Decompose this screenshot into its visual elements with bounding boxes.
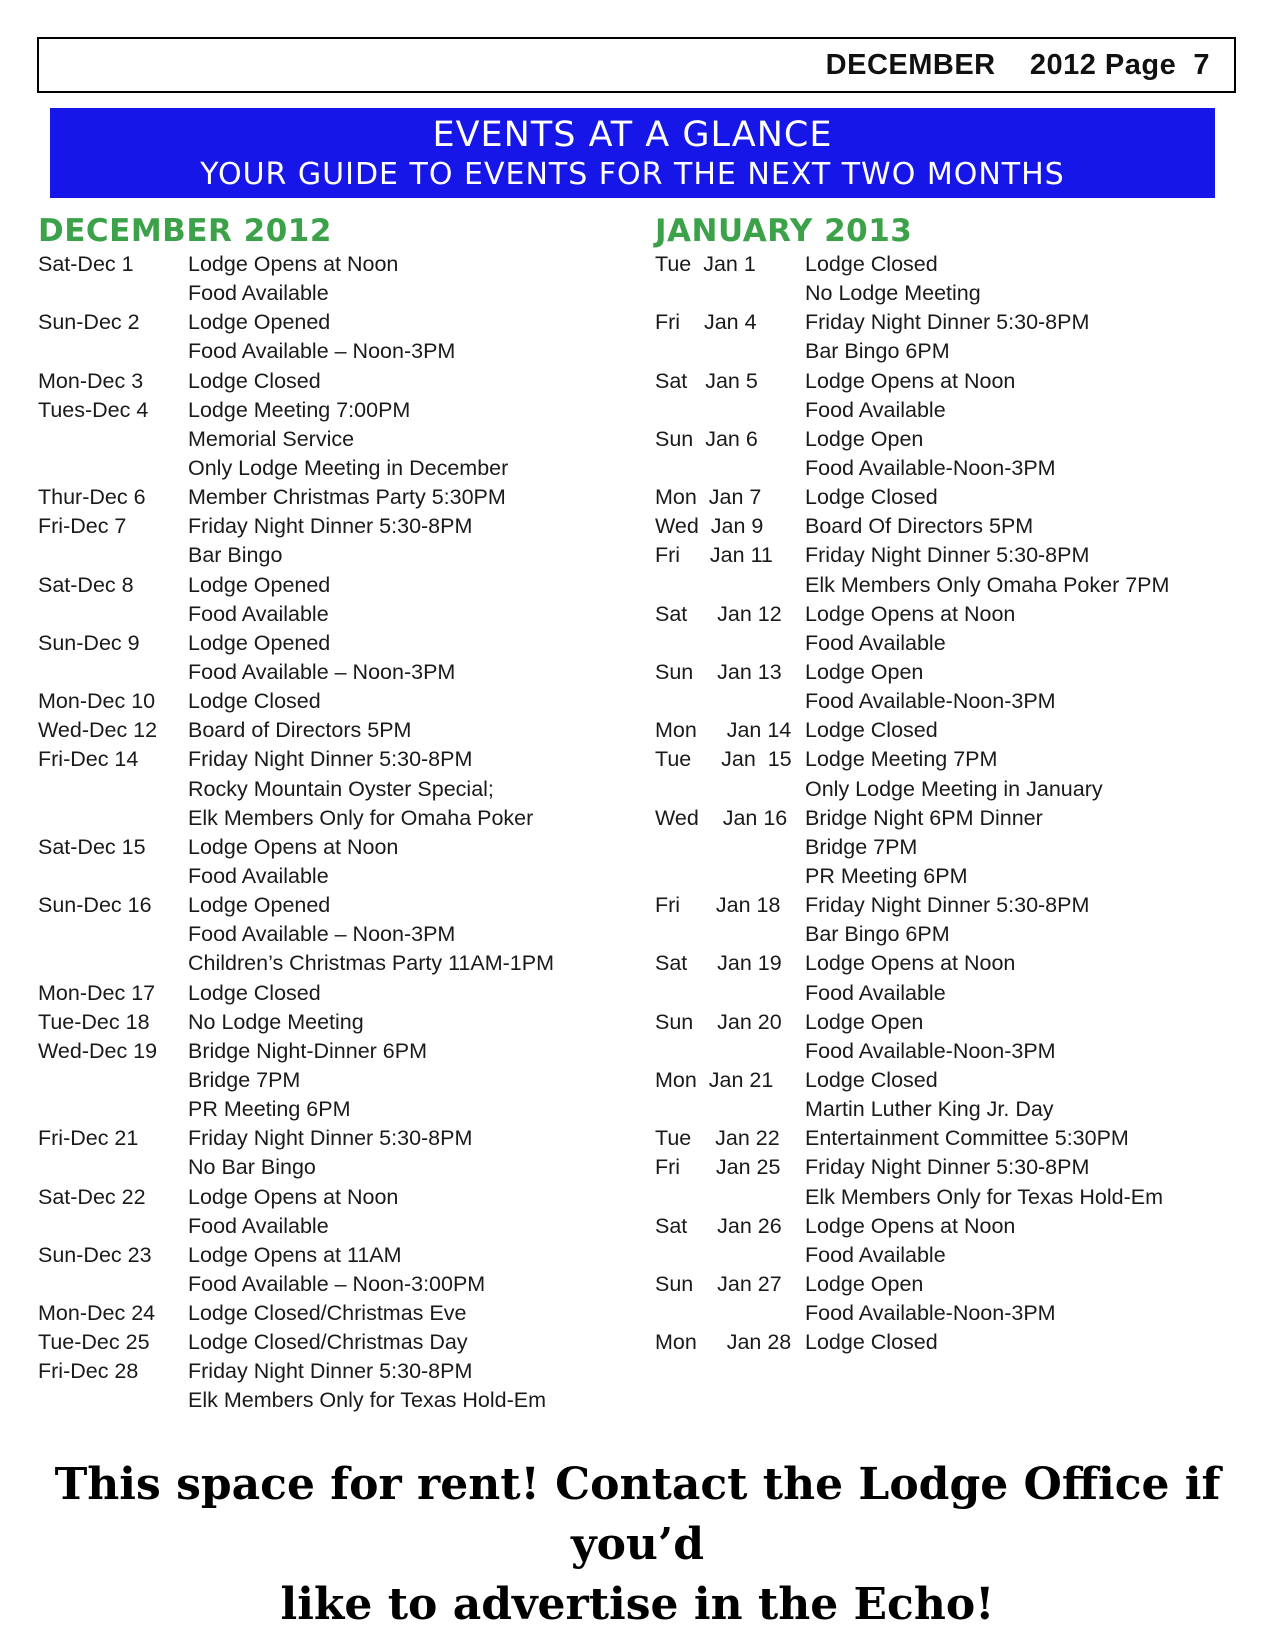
event-date: Sat Jan 5: [655, 368, 758, 393]
event-description: PR Meeting 6PM: [188, 1097, 351, 1122]
event-date: [655, 1183, 805, 1212]
event-row: [38, 658, 618, 687]
event-description: Member Christmas Party 5:30PM: [188, 485, 506, 510]
page-header-text: DECEMBER 2012 Page 7: [825, 49, 1210, 81]
event-date: Sun Jan 20: [655, 1009, 782, 1034]
event-row: [38, 629, 618, 658]
event-description: Lodge Closed: [188, 980, 321, 1005]
event-date: Sat Jan 12: [655, 601, 782, 626]
event-date: [38, 949, 188, 978]
event-row: [38, 1328, 618, 1357]
event-description: Only Lodge Meeting in January: [805, 776, 1103, 801]
event-row: [655, 1008, 1235, 1037]
event-row: [655, 804, 1235, 833]
event-description: Bridge Night 6PM Dinner: [805, 805, 1043, 830]
event-row: [655, 1183, 1235, 1212]
event-date: Sat Jan 19: [655, 951, 782, 976]
event-date: [38, 920, 188, 949]
event-row: [38, 687, 618, 716]
event-row: [38, 396, 618, 425]
event-date: Fri Jan 25: [655, 1155, 781, 1180]
event-description: Lodge Opens at 11AM: [188, 1242, 402, 1267]
event-date: Fri-Dec 28: [38, 1359, 139, 1384]
event-date: Wed-Dec 12: [38, 718, 158, 743]
event-row: [655, 745, 1235, 774]
event-description: Lodge Opens at Noon: [805, 951, 1016, 976]
event-row: [38, 979, 618, 1008]
event-description: Lodge Opens at Noon: [188, 252, 399, 276]
event-date: Tue Jan 1: [655, 252, 756, 276]
event-description: Food Available: [805, 397, 946, 422]
event-description: Elk Members Only for Texas Hold-Em: [188, 1388, 547, 1413]
event-date: Sun-Dec 2: [38, 310, 140, 335]
event-description: Lodge Open: [805, 1271, 924, 1296]
event-row: [655, 920, 1235, 949]
event-description: Food Available – Noon-3PM: [188, 922, 456, 947]
event-date: [655, 396, 805, 425]
event-row: [655, 483, 1235, 512]
event-date: Sun-Dec 23: [38, 1242, 152, 1267]
event-row: [38, 1357, 618, 1386]
event-row: [655, 512, 1235, 541]
event-date: [38, 1270, 188, 1299]
event-description: Lodge Closed/Christmas Day: [188, 1330, 468, 1355]
event-date: [655, 687, 805, 716]
event-row: [655, 600, 1235, 629]
event-date: [655, 1299, 805, 1328]
event-description: Bar Bingo: [188, 543, 283, 568]
event-date: [38, 862, 188, 891]
event-date: Sun Jan 13: [655, 659, 782, 684]
event-description: Board Of Directors 5PM: [805, 514, 1034, 539]
event-row: [38, 1299, 618, 1328]
event-date: Sun Jan 6: [655, 426, 758, 451]
event-description: Children’s Christmas Party 11AM-1PM: [188, 951, 555, 976]
event-row: [38, 1037, 618, 1066]
event-description: Food Available: [805, 980, 946, 1005]
event-date: [655, 1241, 805, 1270]
event-date: Thur-Dec 6: [38, 485, 146, 510]
event-description: Food Available: [805, 630, 946, 655]
january-event-list: [655, 250, 1235, 1357]
event-description: Friday Night Dinner 5:30-8PM: [188, 747, 473, 772]
event-date: Fri Jan 11: [655, 543, 773, 568]
event-row: [38, 454, 618, 483]
event-date: [655, 979, 805, 1008]
event-date: [38, 600, 188, 629]
event-date: Mon-Dec 3: [38, 368, 144, 393]
event-row: [655, 949, 1235, 978]
event-description: Lodge Closed: [188, 368, 321, 393]
event-row: [38, 1270, 618, 1299]
event-description: Only Lodge Meeting in December: [188, 455, 509, 480]
event-date: [655, 1095, 805, 1124]
ad-line-1: This space for rent! Contact the Lodge Office if you’d: [54, 1459, 1221, 1570]
event-row: [655, 454, 1235, 483]
event-description: Food Available-Noon-3PM: [805, 1038, 1056, 1063]
event-row: [38, 1066, 618, 1095]
event-description: Food Available – Noon-3PM: [188, 339, 456, 364]
event-date: Sun Jan 27: [655, 1271, 782, 1296]
december-title: DECEMBER 2012: [38, 213, 332, 249]
event-date: [655, 571, 805, 600]
event-description: Food Available-Noon-3PM: [805, 1301, 1056, 1326]
event-date: Fri-Dec 7: [38, 514, 127, 539]
event-description: Lodge Closed: [188, 689, 321, 714]
event-row: [38, 862, 618, 891]
event-row: [38, 483, 618, 512]
january-title: JANUARY 2013: [655, 213, 913, 249]
event-row: [38, 600, 618, 629]
ad-line-2: like to advertise in the Echo!: [280, 1579, 995, 1630]
event-row: [38, 541, 618, 570]
event-date: Sat-Dec 1: [38, 252, 134, 276]
event-date: Sun-Dec 9: [38, 630, 140, 655]
december-event-list: [38, 250, 618, 1416]
event-description: Food Available – Noon-3:00PM: [188, 1271, 486, 1296]
event-date: Tue-Dec 25: [38, 1330, 150, 1355]
event-date: Mon-Dec 24: [38, 1301, 156, 1326]
event-row: [38, 367, 618, 396]
event-description: No Lodge Meeting: [188, 1009, 364, 1034]
event-date: [38, 337, 188, 366]
event-date: Sat Jan 26: [655, 1213, 782, 1238]
event-row: [655, 687, 1235, 716]
event-description: Food Available: [188, 1213, 329, 1238]
event-date: Mon Jan 14: [655, 718, 792, 743]
event-date: [655, 775, 805, 804]
event-row: [655, 571, 1235, 600]
event-date: [38, 1386, 188, 1415]
event-description: Lodge Open: [805, 659, 924, 684]
event-row: [38, 1153, 618, 1182]
event-row: [655, 775, 1235, 804]
event-date: Mon Jan 7: [655, 485, 762, 510]
event-description: Bridge 7PM: [805, 834, 918, 859]
event-description: No Bar Bingo: [188, 1155, 316, 1180]
event-date: [38, 1066, 188, 1095]
event-date: [38, 541, 188, 570]
event-row: [655, 1299, 1235, 1328]
event-description: Lodge Opened: [188, 893, 331, 918]
event-row: [655, 833, 1235, 862]
event-row: [655, 541, 1235, 570]
event-description: Bridge Night-Dinner 6PM: [188, 1038, 427, 1063]
event-row: [655, 425, 1235, 454]
event-row: [655, 250, 1235, 279]
event-row: [655, 308, 1235, 337]
event-row: [655, 367, 1235, 396]
event-row: [38, 920, 618, 949]
event-row: [38, 775, 618, 804]
event-description: Elk Members Only for Omaha Poker: [188, 805, 534, 830]
event-date: Sat-Dec 22: [38, 1184, 146, 1209]
event-description: Lodge Closed/Christmas Eve: [188, 1301, 467, 1326]
event-row: [38, 745, 618, 774]
event-date: Sat-Dec 15: [38, 834, 146, 859]
event-date: [38, 425, 188, 454]
event-row: [38, 949, 618, 978]
event-description: Friday Night Dinner 5:30-8PM: [805, 893, 1090, 918]
event-description: Bar Bingo 6PM: [805, 922, 950, 947]
event-row: [655, 629, 1235, 658]
event-date: Fri-Dec 21: [38, 1126, 139, 1151]
event-row: [655, 862, 1235, 891]
event-description: PR Meeting 6PM: [805, 863, 968, 888]
event-description: Lodge Closed: [805, 718, 938, 743]
event-description: Lodge Closed: [805, 1067, 938, 1092]
event-description: Friday Night Dinner 5:30-8PM: [805, 310, 1090, 335]
event-row: [38, 337, 618, 366]
event-row: [655, 1241, 1235, 1270]
event-description: Friday Night Dinner 5:30-8PM: [805, 543, 1090, 568]
event-date: [38, 658, 188, 687]
event-description: Food Available – Noon-3PM: [188, 659, 456, 684]
event-description: Friday Night Dinner 5:30-8PM: [188, 1359, 473, 1384]
event-row: [655, 1124, 1235, 1153]
event-date: Fri Jan 18: [655, 893, 781, 918]
event-description: Lodge Opens at Noon: [805, 601, 1016, 626]
event-row: [38, 1124, 618, 1153]
event-row: [38, 716, 618, 745]
event-row: [655, 716, 1235, 745]
event-description: No Lodge Meeting: [805, 281, 981, 306]
event-description: Lodge Opens at Noon: [188, 834, 399, 859]
event-date: Tue Jan 22: [655, 1126, 780, 1151]
event-description: Food Available-Noon-3PM: [805, 689, 1056, 714]
event-row: [38, 804, 618, 833]
event-row: [38, 1386, 618, 1415]
event-description: Friday Night Dinner 5:30-8PM: [188, 514, 473, 539]
events-banner: [50, 108, 1215, 198]
event-date: [38, 1212, 188, 1241]
event-date: [38, 1153, 188, 1182]
event-description: Bar Bingo 6PM: [805, 339, 950, 364]
event-row: [655, 1153, 1235, 1182]
event-row: [655, 1037, 1235, 1066]
event-date: Mon Jan 28: [655, 1330, 792, 1355]
event-date: [655, 862, 805, 891]
event-description: Lodge Closed: [805, 1330, 938, 1355]
event-description: Elk Members Only for Texas Hold-Em: [805, 1184, 1164, 1209]
event-row: [38, 833, 618, 862]
event-row: [38, 571, 618, 600]
event-description: Friday Night Dinner 5:30-8PM: [805, 1155, 1090, 1180]
event-description: Food Available-Noon-3PM: [805, 455, 1056, 480]
event-description: Lodge Opens at Noon: [805, 1213, 1016, 1238]
event-date: Sun-Dec 16: [38, 893, 152, 918]
event-description: Lodge Opened: [188, 630, 331, 655]
event-date: [655, 337, 805, 366]
event-date: [38, 804, 188, 833]
event-description: Food Available: [188, 601, 329, 626]
banner-title: EVENTS AT A GLANCE: [432, 115, 833, 155]
event-date: [655, 454, 805, 483]
event-row: [655, 337, 1235, 366]
event-description: Elk Members Only Omaha Poker 7PM: [805, 572, 1170, 597]
event-description: Rocky Mountain Oyster Special;: [188, 776, 494, 801]
banner-subtitle: YOUR GUIDE TO EVENTS FOR THE NEXT TWO MONTHS: [200, 157, 1065, 192]
event-date: Sat-Dec 8: [38, 572, 134, 597]
event-date: Tue Jan 15: [655, 747, 792, 772]
event-date: [655, 920, 805, 949]
event-row: [38, 512, 618, 541]
event-description: Lodge Closed: [805, 485, 938, 510]
event-description: Bridge 7PM: [188, 1067, 301, 1092]
event-date: [655, 629, 805, 658]
event-description: Lodge Opens at Noon: [805, 368, 1016, 393]
event-row: [655, 979, 1235, 1008]
event-row: [655, 279, 1235, 308]
event-row: [655, 396, 1235, 425]
event-description: Friday Night Dinner 5:30-8PM: [188, 1126, 473, 1151]
event-date: [655, 279, 805, 308]
event-description: Martin Luther King Jr. Day: [805, 1097, 1054, 1122]
event-description: Food Available: [805, 1242, 946, 1267]
advertisement: [0, 1455, 1275, 1635]
event-description: Lodge Open: [805, 426, 924, 451]
event-date: Mon Jan 21: [655, 1067, 774, 1092]
event-date: [655, 1037, 805, 1066]
event-date: Fri Jan 4: [655, 310, 757, 335]
event-description: Lodge Meeting 7:00PM: [188, 397, 411, 422]
event-row: [38, 1183, 618, 1212]
event-date: Wed-Dec 19: [38, 1038, 158, 1063]
event-row: [38, 250, 618, 279]
event-row: [655, 1095, 1235, 1124]
event-description: Food Available: [188, 281, 329, 306]
event-date: Wed Jan 16: [655, 805, 788, 830]
event-description: Lodge Opened: [188, 572, 331, 597]
december-column: [38, 212, 618, 1416]
page-header: [37, 37, 1236, 93]
event-date: Tue-Dec 18: [38, 1009, 150, 1034]
event-row: [38, 425, 618, 454]
event-date: Mon-Dec 10: [38, 689, 156, 714]
event-row: [655, 1212, 1235, 1241]
event-description: Lodge Meeting 7PM: [805, 747, 998, 772]
event-description: Food Available: [188, 863, 329, 888]
event-row: [655, 1270, 1235, 1299]
event-row: [38, 891, 618, 920]
event-description: Lodge Closed: [805, 252, 938, 276]
event-description: Memorial Service: [188, 426, 355, 451]
event-row: [38, 279, 618, 308]
event-date: Fri-Dec 14: [38, 747, 139, 772]
event-date: [38, 775, 188, 804]
event-date: Tues-Dec 4: [38, 397, 149, 422]
event-date: [38, 454, 188, 483]
event-row: [38, 1212, 618, 1241]
event-row: [655, 891, 1235, 920]
event-date: [655, 833, 805, 862]
event-row: [38, 308, 618, 337]
event-description: Lodge Opens at Noon: [188, 1184, 399, 1209]
event-date: Wed Jan 9: [655, 514, 764, 539]
event-row: [38, 1095, 618, 1124]
event-description: Lodge Open: [805, 1009, 924, 1034]
event-row: [38, 1241, 618, 1270]
event-row: [655, 658, 1235, 687]
event-date: [38, 1095, 188, 1124]
event-description: Entertainment Committee 5:30PM: [805, 1126, 1129, 1151]
event-row: [655, 1328, 1235, 1357]
event-row: [655, 1066, 1235, 1095]
event-row: [38, 1008, 618, 1037]
event-date: [38, 279, 188, 308]
january-column: [655, 212, 1235, 1357]
event-date: Mon-Dec 17: [38, 980, 156, 1005]
event-description: Board of Directors 5PM: [188, 718, 412, 743]
event-description: Lodge Opened: [188, 310, 331, 335]
